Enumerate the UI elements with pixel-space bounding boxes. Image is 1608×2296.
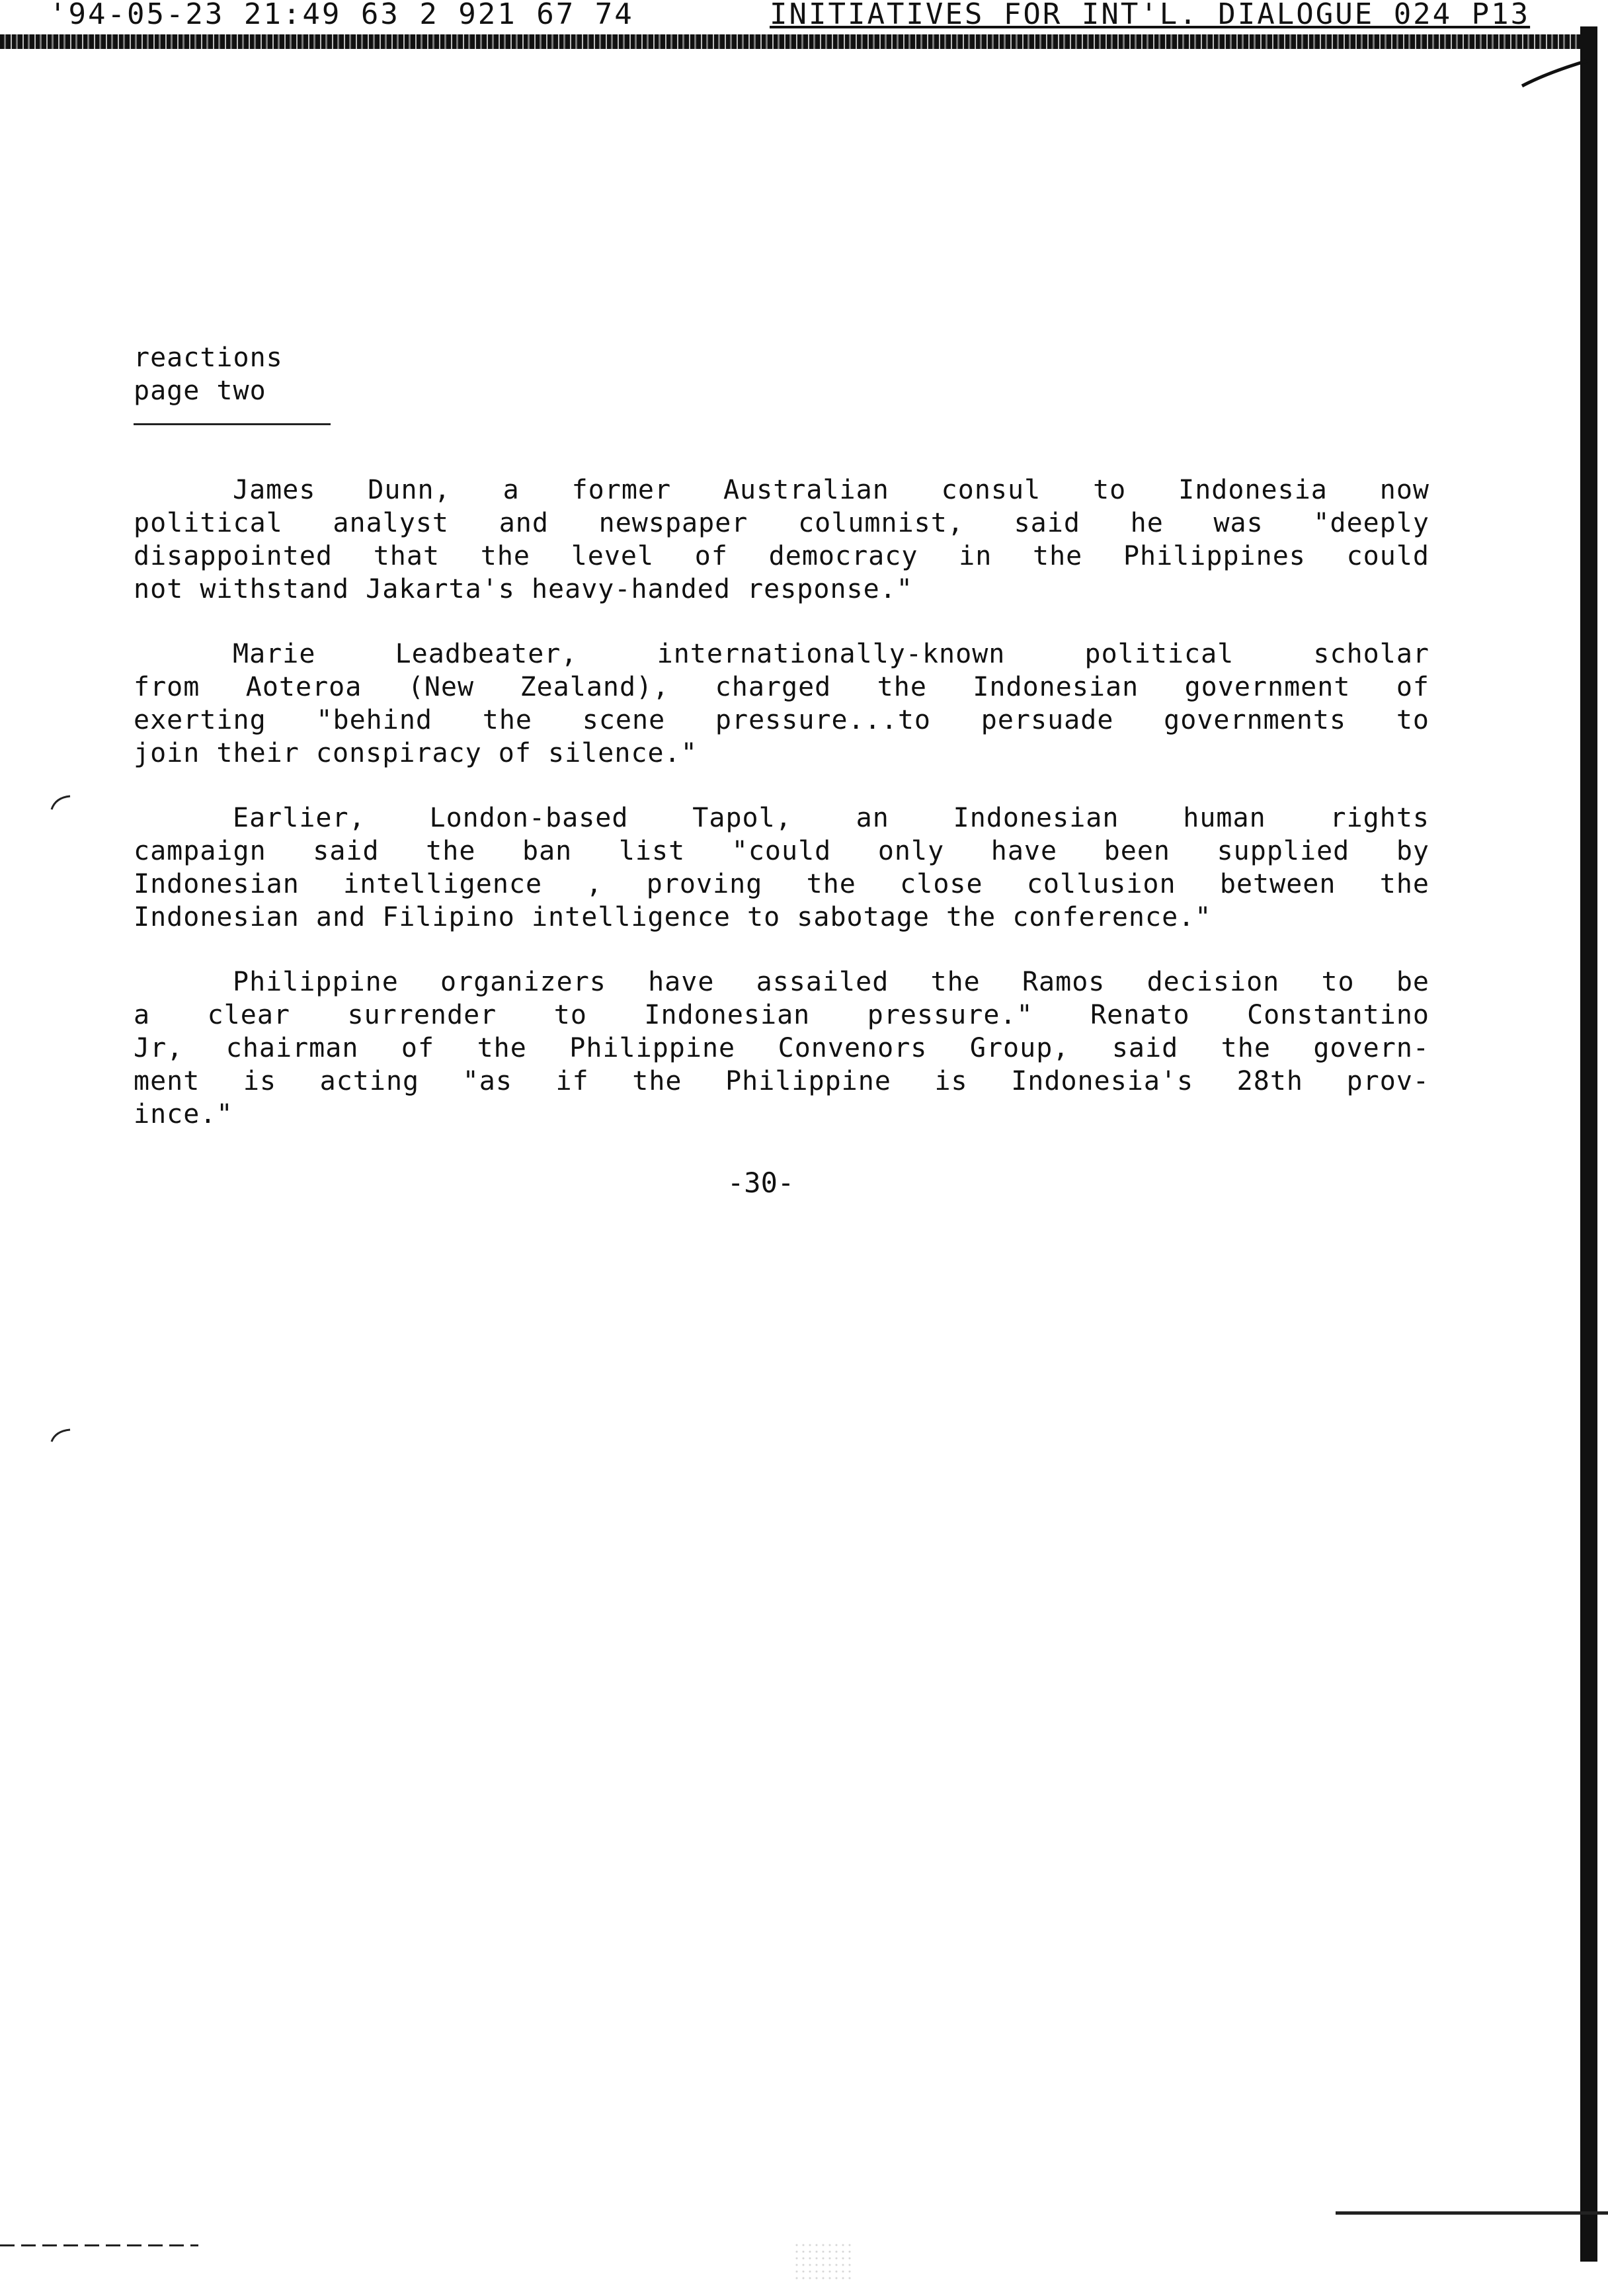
paragraph-marie-leadbeater <box>134 637 1429 770</box>
paragraph-line: Earlier, London-based Tapol, an Indonesian human rights <box>233 803 1429 833</box>
paragraph-line: join their conspiracy of silence." <box>134 738 698 768</box>
document-slug <box>134 341 283 407</box>
paragraph-james-dunn <box>134 473 1429 606</box>
paragraph-philippine-organizers <box>134 965 1429 1131</box>
paragraph-line: ince." <box>134 1099 233 1129</box>
paragraph-line: campaign said the ban list "could only have been supplied by <box>134 836 1429 866</box>
page-end-mark: -30- <box>727 1167 795 1199</box>
paragraph-line: Philippine organizers have assailed the Ramos decision to be <box>233 967 1429 997</box>
footer-dashed-rule <box>0 2244 198 2246</box>
fax-right-edge-border <box>1580 26 1597 2262</box>
scan-noise <box>793 2242 853 2281</box>
paragraph-line: Jr, chairman of the Philippine Convenors Group, said the govern- <box>134 1033 1429 1063</box>
punch-hole-mark-icon <box>46 1422 79 1455</box>
paragraph-line: Marie Leadbeater, internationally-known political scholar <box>233 639 1429 669</box>
slug-line-1: reactions <box>134 343 283 373</box>
paragraph-line: James Dunn, a former Australian consul to Indonesia now <box>233 475 1429 505</box>
paragraph-line: ment is acting "as if the Philippine is Indonesia's 28th prov- <box>134 1066 1429 1096</box>
paragraph-line: Indonesian and Filipino intelligence to sabotage the conference." <box>134 902 1212 932</box>
fax-header-sender: INITIATIVES FOR INT'L. DIALOGUE 024 P13 <box>770 0 1531 31</box>
paragraph-line: a clear surrender to Indonesian pressure." Renato Constantino <box>134 1000 1429 1030</box>
slug-line-2: page two <box>134 376 266 406</box>
paragraph-line: disappointed that the level of democracy in the Philippines could <box>134 541 1429 571</box>
paragraph-line: political analyst and newspaper columnist, said he was "deeply <box>134 508 1429 538</box>
footer-rule <box>1336 2211 1608 2215</box>
paragraph-line: Indonesian intelligence , proving the close collusion between the <box>134 869 1429 899</box>
paragraph-line: not withstand Jakarta's heavy-handed response." <box>134 574 913 604</box>
slug-underline <box>134 423 331 425</box>
paragraph-tapol <box>134 801 1429 934</box>
paragraph-line: exerting "behind the scene pressure...to persuade governments to <box>134 705 1429 735</box>
punch-hole-mark-icon <box>46 790 79 823</box>
fax-transmission-header <box>49 0 1530 29</box>
corner-mark <box>1521 53 1593 93</box>
paragraph-line: from Aoteroa (New Zealand), charged the Indonesian government of <box>134 672 1429 702</box>
fax-header-band <box>0 34 1580 49</box>
fax-header-timestamp: '94-05-23 21:49 63 2 921 67 74 <box>49 0 634 31</box>
